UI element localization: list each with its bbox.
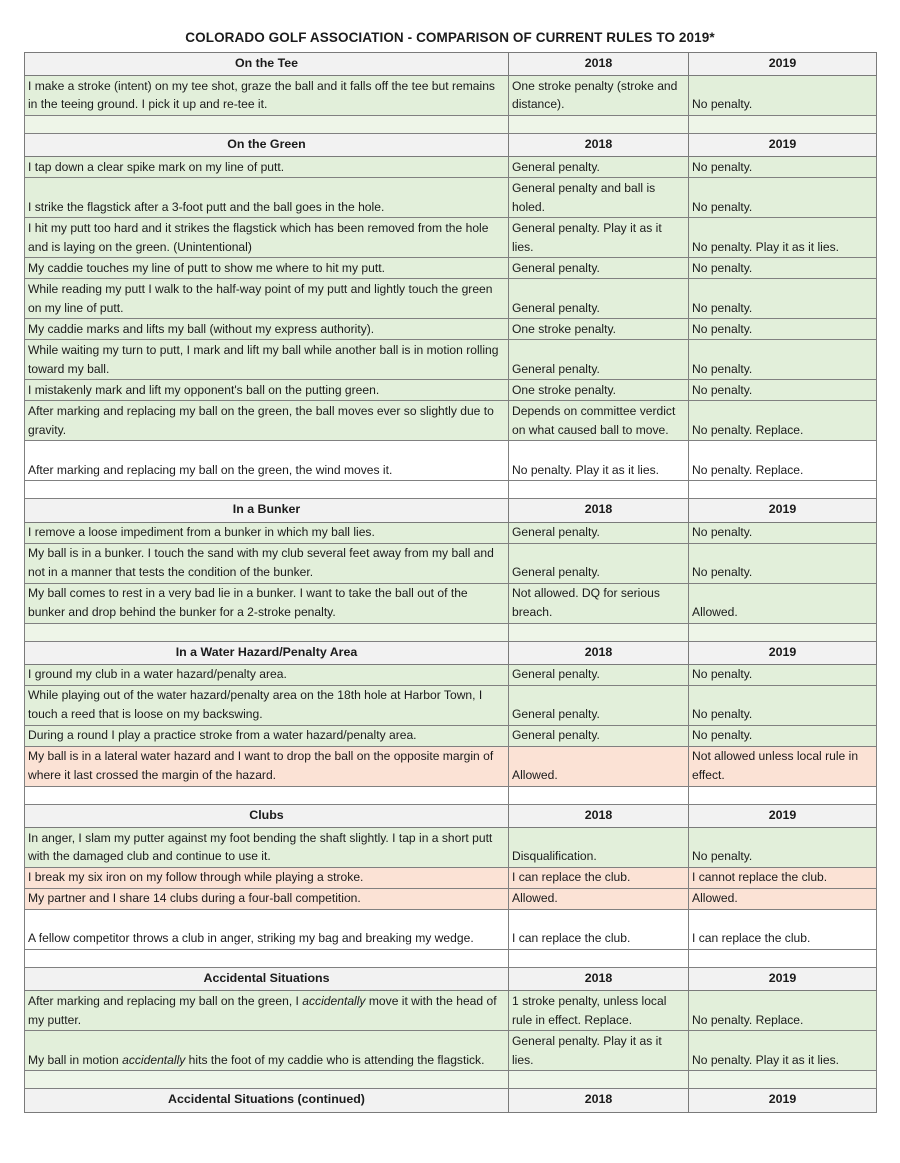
rule-description: I remove a loose impediment from a bunker in which my ball lies. (25, 522, 509, 543)
spacer-cell (689, 950, 877, 968)
rule-description: After marking and replacing my ball on the green, I accidentally move it with the head of my putter. (25, 991, 509, 1031)
spacer-row (25, 786, 877, 804)
table-row (25, 725, 877, 746)
rule-description: While playing out of the water hazard/penalty area on the 18th hole at Harbor Town, I touch a reed that is loose on my backswing. (25, 685, 509, 725)
ruling-2019: No penalty. Play it as it lies. (689, 1031, 877, 1071)
table-row (25, 664, 877, 685)
table-row (25, 218, 877, 258)
table-row (25, 178, 877, 218)
ruling-2019: Not allowed unless local rule in effect. (689, 746, 877, 786)
ruling-2018: General penalty. (509, 725, 689, 746)
spacer-cell (25, 481, 509, 499)
rule-description: My ball is in a lateral water hazard and I want to drop the ball on the opposite margin of where it last crossed the margin of the hazard. (25, 746, 509, 786)
ruling-2018: I can replace the club. (509, 910, 689, 950)
column-header-2019: 2019 (689, 641, 877, 664)
ruling-2019: No penalty. (689, 340, 877, 380)
table-row (25, 1031, 877, 1071)
ruling-2018: 1 stroke penalty, unless local rule in effect. Replace. (509, 991, 689, 1031)
ruling-2019: No penalty. (689, 76, 877, 116)
table-row (25, 258, 877, 279)
spacer-cell (25, 116, 509, 134)
column-header-2019: 2019 (689, 1089, 877, 1112)
ruling-2019: No penalty. Play it as it lies. (689, 218, 877, 258)
column-header-2018: 2018 (509, 968, 689, 991)
ruling-2019: No penalty. (689, 725, 877, 746)
table-row (25, 991, 877, 1031)
rule-description: I make a stroke (intent) on my tee shot, graze the ball and it falls off the tee but remains in the teeing ground. I pick it up and re-tee it. (25, 76, 509, 116)
column-header-2018: 2018 (509, 53, 689, 76)
rule-description: I break my six iron on my follow through while playing a stroke. (25, 868, 509, 889)
rule-description: I tap down a clear spike mark on my line of putt. (25, 157, 509, 178)
column-header-2019: 2019 (689, 134, 877, 157)
spacer-row (25, 950, 877, 968)
ruling-2019: No penalty. (689, 543, 877, 583)
rule-description: My caddie marks and lifts my ball (without my express authority). (25, 319, 509, 340)
section-header-row (25, 134, 877, 157)
section-header-row (25, 641, 877, 664)
section-header-row (25, 968, 877, 991)
spacer-cell (509, 786, 689, 804)
ruling-2018: Not allowed. DQ for serious breach. (509, 583, 689, 623)
section-header-row (25, 53, 877, 76)
table-row (25, 868, 877, 889)
table-row (25, 543, 877, 583)
ruling-2019: No penalty. (689, 319, 877, 340)
column-header-2019: 2019 (689, 499, 877, 522)
rule-description: While waiting my turn to putt, I mark and lift my ball while another ball is in motion rolling toward my ball. (25, 340, 509, 380)
table-row (25, 889, 877, 910)
table-row (25, 319, 877, 340)
section-header-row (25, 499, 877, 522)
ruling-2018: General penalty. (509, 157, 689, 178)
rule-description: A fellow competitor throws a club in anger, striking my bag and breaking my wedge. (25, 910, 509, 950)
ruling-2019: No penalty. Replace. (689, 991, 877, 1031)
spacer-cell (509, 481, 689, 499)
table-row (25, 746, 877, 786)
rule-description: During a round I play a practice stroke from a water hazard/penalty area. (25, 725, 509, 746)
emphasis-text: accidentally (122, 1052, 186, 1067)
section-heading: In a Water Hazard/Penalty Area (25, 641, 509, 664)
spacer-cell (25, 1071, 509, 1089)
ruling-2019: No penalty. (689, 828, 877, 868)
section-heading: On the Green (25, 134, 509, 157)
ruling-2019: No penalty. (689, 664, 877, 685)
ruling-2018: General penalty and ball is holed. (509, 178, 689, 218)
ruling-2018: General penalty. (509, 664, 689, 685)
ruling-2018: General penalty. (509, 543, 689, 583)
spacer-cell (25, 623, 509, 641)
ruling-2018: General penalty. (509, 258, 689, 279)
ruling-2019: No penalty. (689, 157, 877, 178)
rule-description: My ball in motion accidentally hits the foot of my caddie who is attending the flagstick. (25, 1031, 509, 1071)
ruling-2018: One stroke penalty. (509, 319, 689, 340)
column-header-2018: 2018 (509, 499, 689, 522)
ruling-2018: General penalty. (509, 522, 689, 543)
spacer-cell (509, 116, 689, 134)
ruling-2018: I can replace the club. (509, 868, 689, 889)
column-header-2019: 2019 (689, 968, 877, 991)
table-row (25, 441, 877, 481)
spacer-row (25, 116, 877, 134)
section-heading: Accidental Situations (continued) (25, 1089, 509, 1112)
ruling-2018: General penalty. (509, 279, 689, 319)
ruling-2018: Depends on committee verdict on what caused ball to move. (509, 401, 689, 441)
ruling-2019: No penalty. (689, 685, 877, 725)
ruling-2019: Allowed. (689, 583, 877, 623)
ruling-2019: No penalty. (689, 279, 877, 319)
spacer-cell (689, 786, 877, 804)
rule-description: My ball comes to rest in a very bad lie in a bunker. I want to take the ball out of the bunker and drop behind the bunker for a 2-stroke penalty. (25, 583, 509, 623)
section-heading: Accidental Situations (25, 968, 509, 991)
ruling-2018: General penalty. Play it as it lies. (509, 1031, 689, 1071)
ruling-2019: Allowed. (689, 889, 877, 910)
spacer-cell (25, 786, 509, 804)
ruling-2019: No penalty. (689, 380, 877, 401)
rule-description: My caddie touches my line of putt to show me where to hit my putt. (25, 258, 509, 279)
rule-description: After marking and replacing my ball on the green, the ball moves ever so slightly due to gravity. (25, 401, 509, 441)
ruling-2018: Disqualification. (509, 828, 689, 868)
table-row (25, 380, 877, 401)
rule-description: I ground my club in a water hazard/penalty area. (25, 664, 509, 685)
section-heading: In a Bunker (25, 499, 509, 522)
rule-description: My partner and I share 14 clubs during a four-ball competition. (25, 889, 509, 910)
page-title: COLORADO GOLF ASSOCIATION - COMPARISON OF CURRENT RULES TO 2019* (185, 30, 715, 45)
ruling-2019: I can replace the club. (689, 910, 877, 950)
ruling-2018: General penalty. (509, 685, 689, 725)
spacer-cell (25, 950, 509, 968)
spacer-cell (689, 481, 877, 499)
table-body (25, 53, 877, 1113)
ruling-2018: No penalty. Play it as it lies. (509, 441, 689, 481)
emphasis-text: accidentally (302, 993, 366, 1008)
column-header-2018: 2018 (509, 134, 689, 157)
ruling-2018: One stroke penalty. (509, 380, 689, 401)
column-header-2019: 2019 (689, 53, 877, 76)
ruling-2019: No penalty. Replace. (689, 401, 877, 441)
rules-comparison-table (24, 52, 877, 1113)
section-header-row (25, 804, 877, 827)
section-heading: Clubs (25, 804, 509, 827)
rule-description: I strike the flagstick after a 3-foot putt and the ball goes in the hole. (25, 178, 509, 218)
ruling-2018: Allowed. (509, 889, 689, 910)
section-heading: On the Tee (25, 53, 509, 76)
table-row (25, 828, 877, 868)
rule-description: In anger, I slam my putter against my foot bending the shaft slightly. I tap in a short putt with the damaged club and continue to use it. (25, 828, 509, 868)
ruling-2019: No penalty. Replace. (689, 441, 877, 481)
spacer-cell (689, 1071, 877, 1089)
rule-description: I mistakenly mark and lift my opponent's ball on the putting green. (25, 380, 509, 401)
spacer-row (25, 481, 877, 499)
column-header-2018: 2018 (509, 641, 689, 664)
ruling-2019: No penalty. (689, 258, 877, 279)
table-row (25, 522, 877, 543)
ruling-2019: No penalty. (689, 178, 877, 218)
table-row (25, 340, 877, 380)
column-header-2019: 2019 (689, 804, 877, 827)
section-header-row (25, 1089, 877, 1112)
column-header-2018: 2018 (509, 804, 689, 827)
spacer-cell (689, 623, 877, 641)
table-row (25, 157, 877, 178)
table-row (25, 910, 877, 950)
spacer-cell (509, 623, 689, 641)
table-row (25, 279, 877, 319)
spacer-cell (509, 950, 689, 968)
spacer-row (25, 1071, 877, 1089)
rule-description: My ball is in a bunker. I touch the sand with my club several feet away from my ball and not in a manner that tests the condition of the bunker. (25, 543, 509, 583)
ruling-2018: One stroke penalty (stroke and distance). (509, 76, 689, 116)
ruling-2018: Allowed. (509, 746, 689, 786)
rule-description: After marking and replacing my ball on the green, the wind moves it. (25, 441, 509, 481)
spacer-cell (509, 1071, 689, 1089)
spacer-row (25, 623, 877, 641)
rule-description: I hit my putt too hard and it strikes the flagstick which has been removed from the hole and is laying on the green. (Unintentional) (25, 218, 509, 258)
ruling-2018: General penalty. (509, 340, 689, 380)
ruling-2019: No penalty. (689, 522, 877, 543)
ruling-2019: I cannot replace the club. (689, 868, 877, 889)
table-row (25, 76, 877, 116)
table-row (25, 685, 877, 725)
ruling-2018: General penalty. Play it as it lies. (509, 218, 689, 258)
table-row (25, 401, 877, 441)
spacer-cell (689, 116, 877, 134)
table-row (25, 583, 877, 623)
rule-description: While reading my putt I walk to the half-way point of my putt and lightly touch the green on my line of putt. (25, 279, 509, 319)
column-header-2018: 2018 (509, 1089, 689, 1112)
